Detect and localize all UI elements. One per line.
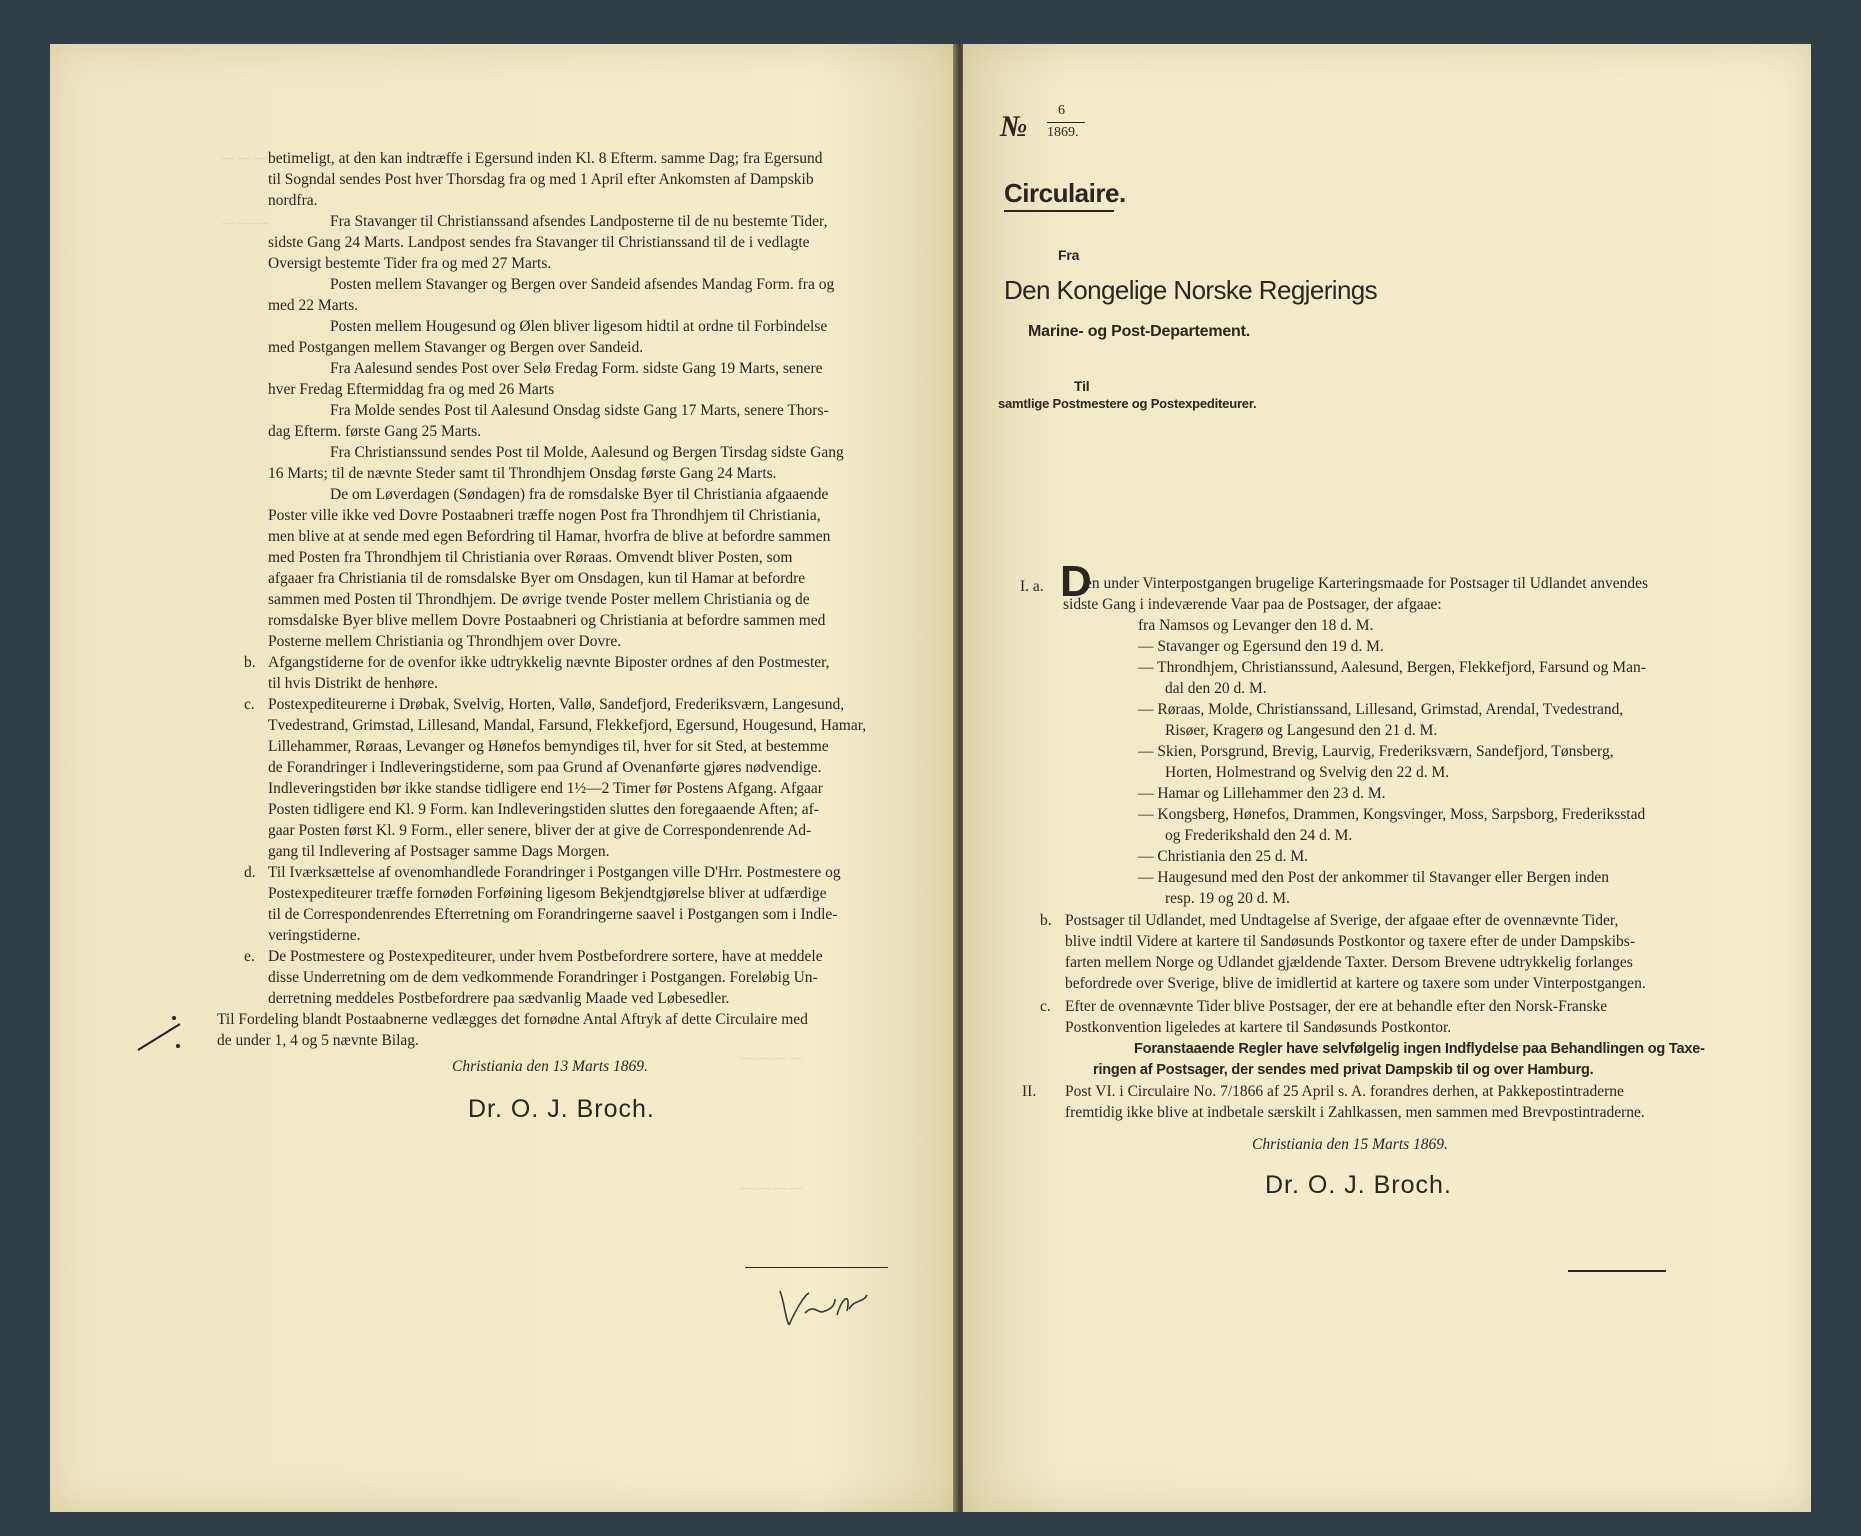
text-line: 16 Marts; til de nævnte Steder samt til Throndhjem Onsdag første Gang 24 Marts.	[268, 465, 777, 482]
text-line: Posten mellem Hougesund og Ølen bliver ligesom hidtil at ordne til Forbindelse	[330, 318, 828, 335]
recipients: samtlige Postmestere og Postexpediteurer.	[998, 396, 1257, 411]
text-line: med 22 Marts.	[268, 297, 358, 314]
bleed-through: — — —	[222, 150, 268, 165]
text-line: — Throndhjem, Christianssund, Aalesund, Bergen, Flekkefjord, Farsund og Man-	[1138, 659, 1646, 676]
text-line: Indleveringstiden bør ikke standse tidligere end 1½—2 Timer før Postens Afgang. Afgaar	[268, 780, 823, 797]
item-letter-c: c.	[1040, 998, 1051, 1015]
bleed-through: — — — —	[740, 1180, 802, 1195]
text-line: de Forandringer i Indleveringstiderne, som paa Grund af Ovenanførte gjøres nødvendige.	[268, 759, 822, 776]
circular-year: 1869.	[1047, 125, 1079, 140]
item-letter-d: d.	[244, 864, 256, 881]
text-line: Oversigt bestemte Tider fra og med 27 Marts.	[268, 255, 552, 272]
text-line: Til Iværksættelse af ovenomhandlede Forandringer i Postgangen ville D'Hrr. Postmestere og	[268, 864, 841, 881]
text-line: — Stavanger og Egersund den 19 d. M.	[1138, 638, 1384, 655]
text-line: Efter de ovennævnte Tider blive Postsager, der ere at behandle efter den Norsk-Franske	[1065, 998, 1608, 1015]
text-line: veringstiderne.	[268, 927, 361, 944]
item-letter-b: b.	[244, 654, 256, 671]
text-line: sammen med Posten til Throndhjem. De øvrige tvende Poster mellem Christiania og de	[268, 591, 810, 608]
text-line: betimeligt, at den kan indtræffe i Egersund inden Kl. 8 Efterm. samme Dag; fra Egersund	[268, 150, 823, 167]
circular-number: 6	[1058, 103, 1065, 118]
text-line: befordrede over Sverige, blive de imidlertid at kartere og taxere som under Vinterpostgangen.	[1065, 975, 1646, 992]
drop-cap: D	[1060, 557, 1092, 606]
item-letter-c: c.	[244, 696, 255, 713]
text-line: sidste Gang i indeværende Vaar paa de Postsager, der afgaae:	[1063, 596, 1442, 613]
text-line: Fra Christianssund sendes Post til Molde, Aalesund og Bergen Tirsdag sidste Gang	[330, 444, 844, 461]
department-line-1: Den Kongelige Norske Regjerings	[1004, 275, 1378, 305]
text-line: ringen af Postsager, der sendes med privat Dampskib til og over Hamburg.	[1093, 1062, 1594, 1078]
bleed-through: — — — —	[740, 1050, 802, 1065]
text-line: De Postmestere og Postexpediteurer, under hvem Postbefordrere sortere, have at meddele	[268, 948, 823, 965]
text-line: fra Namsos og Levanger den 18 d. M.	[1138, 617, 1374, 634]
text-line: til hvis Distrikt de henhøre.	[268, 675, 439, 692]
text-line: — Christiania den 25 d. M.	[1138, 848, 1309, 865]
text-line: en under Vinterpostgangen brugelige Karteringsmaade for Postsager til Udlandet anvendes	[1085, 575, 1649, 592]
number-sign: №	[1000, 110, 1028, 143]
handwritten-initials-icon	[775, 1285, 875, 1330]
text-line: resp. 19 og 20 d. M.	[1165, 890, 1290, 907]
text-line: Til Fordeling blandt Postaabnerne vedlægges det fornødne Antal Aftryk af dette Circulaire med	[217, 1011, 808, 1028]
text-line: Lillehammer, Røraas, Levanger og Hønefos bemyndiges til, hver for sit Sted, at bestemme	[268, 738, 829, 755]
signature: Dr. O. J. Broch.	[1265, 1171, 1452, 1199]
text-line: blive indtil Videre at kartere til Sandøsunds Postkontor og taxere efter de under Dampskibs-	[1065, 933, 1635, 950]
text-line: Tvedestrand, Grimstad, Lillesand, Mandal, Farsund, Flekkefjord, Egersund, Hougesund, Hamar,	[268, 717, 867, 734]
date-line: Christiania den 15 Marts 1869.	[1252, 1136, 1448, 1153]
from-label: Fra	[1058, 247, 1080, 263]
text-line: Postkonvention ligeledes at kartere til Sandøsunds Postkontor.	[1065, 1019, 1452, 1036]
divider-rule	[1568, 1270, 1666, 1272]
text-line: afgaaer fra Christiania til de romsdalske Byer om Onsdagen, kun til Hamar at befordre	[268, 570, 806, 587]
text-line: — Hamar og Lillehammer den 23 d. M.	[1138, 785, 1386, 802]
text-line: dag Efterm. første Gang 25 Marts.	[268, 423, 482, 440]
text-line: dal den 20 d. M.	[1165, 680, 1267, 697]
text-line: Risøer, Kragerø og Langesund den 21 d. M.	[1165, 722, 1438, 739]
text-line: til de Correspondenrendes Efterretning om Forandringerne saavel i Postgangen som i Indle-	[268, 906, 838, 923]
section-number-II: II.	[1022, 1083, 1037, 1100]
text-line: sidste Gang 24 Marts. Landpost sendes fra Stavanger til Christianssand til de i vedlagte	[268, 234, 810, 251]
text-line: gang til Indlevering af Postsager samme Dags Morgen.	[268, 843, 610, 860]
text-line: Fra Molde sendes Post til Aalesund Onsdag sidste Gang 17 Marts, senere Thors-	[330, 402, 829, 419]
text-line: men blive at at sende med egen Befordring til Hamar, hvorfra de blive at befordre sammen	[268, 528, 831, 545]
text-line: med Posten fra Throndhjem til Christiania over Røraas. Omvendt bliver Posten, som	[268, 549, 793, 566]
text-line: til Sogndal sendes Post hver Thorsdag fra og med 1 April efter Ankomsten af Dampskib	[268, 171, 814, 188]
text-line: De om Løverdagen (Søndagen) fra de romsdalske Byer til Christiania afgaaende	[330, 486, 829, 503]
text-line: Postexpediteurerne i Drøbak, Svelvig, Horten, Vallø, Sandefjord, Frederiksværn, Langesund,	[268, 696, 845, 713]
text-line: Posten tidligere end Kl. 9 Form. kan Indleveringstiden sluttes den foregaaende Aften; af-	[268, 801, 819, 818]
text-line: Foranstaaende Regler have selvfølgelig ingen Indflydelse paa Behandlingen og Taxe-	[1134, 1041, 1705, 1057]
section-number-I-a: I. a.	[1020, 578, 1044, 595]
text-line: Posterne mellem Christiania og Throndhjem over Dovre.	[268, 633, 622, 650]
divider-rule	[745, 1267, 888, 1268]
text-line: Poster ville ikke ved Dovre Postaabneri træffe nogen Post fra Throndhjem til Christiania,	[268, 507, 821, 524]
text-line: disse Underretning om de dem vedkommende Forandringer i Postgangen. Foreløbig Un-	[268, 969, 818, 986]
text-line: — Røraas, Molde, Christianssand, Lillesand, Grimstad, Arendal, Tvedestrand,	[1138, 701, 1624, 718]
text-line: — Haugesund med den Post der ankommer til Stavanger eller Bergen inden	[1138, 869, 1610, 886]
text-line: med Postgangen mellem Stavanger og Bergen over Sandeid.	[268, 339, 644, 356]
text-line: og Frederikshald den 24 d. M.	[1165, 827, 1353, 844]
text-line: romsdalske Byer blive mellem Dovre Postaabneri og Christiania at befordre sammen med	[268, 612, 826, 629]
text-line: de under 1, 4 og 5 nævnte Bilag.	[217, 1032, 419, 1049]
date-line: Christiania den 13 Marts 1869.	[452, 1058, 648, 1075]
fraction-bar	[1047, 122, 1085, 123]
text-line: Posten mellem Stavanger og Bergen over Sandeid afsendes Mandag Form. fra og	[330, 276, 835, 293]
text-line: Fra Stavanger til Christianssand afsendes Landposterne til de nu bestemte Tider,	[330, 213, 828, 230]
text-line: Postexpediteurer træffe fornøden Forføining ligesom Bekjendtgjørelse bliver at udfærdige	[268, 885, 827, 902]
text-line: fremtidig ikke blive at indbetale særskilt i Zahlkassen, men sammen med Brevpostintraderne.	[1065, 1104, 1645, 1121]
text-line: derretning meddeles Postbefordrere paa sædvanlig Maade ved Løbesedler.	[268, 990, 730, 1007]
text-line: farten mellem Norge og Udlandet gjældende Taxter. Dersom Brevene udtrykkelig forlanges	[1065, 954, 1633, 971]
title-underline	[1004, 210, 1114, 212]
text-line: — Kongsberg, Hønefos, Drammen, Kongsvinger, Moss, Sarpsborg, Frederiksstad	[1138, 806, 1646, 823]
text-line: Postsager til Udlandet, med Undtagelse af Sverige, der afgaae efter de ovennævnte Tider,	[1065, 912, 1619, 929]
text-line: Fra Aalesund sendes Post over Selø Fredag Form. sidste Gang 19 Marts, senere	[330, 360, 823, 377]
department-line-2: Marine- og Post-Departement.	[1028, 323, 1250, 340]
signature: Dr. O. J. Broch.	[468, 1095, 655, 1123]
text-line: Afgangstiderne for de ovenfor ikke udtrykkelig nævnte Biposter ordnes af den Postmester,	[268, 654, 830, 671]
item-letter-b: b.	[1040, 912, 1052, 929]
item-letter-e: e.	[244, 948, 255, 965]
text-line: gaar Posten først Kl. 9 Form., eller senere, bliver der at give de Correspondenrende Ad-	[268, 822, 812, 839]
document-title: Circulaire.	[1004, 178, 1126, 208]
text-line: Post VI. i Circulaire No. 7/1866 af 25 April s. A. forandres derhen, at Pakkepostintraderne	[1065, 1083, 1624, 1100]
text-line: — Skien, Porsgrund, Brevig, Laurvig, Frederiksværn, Sandefjord, Tønsberg,	[1138, 743, 1614, 760]
margin-mark-icon	[130, 1010, 190, 1055]
text-line: Horten, Holmestrand og Svelvig den 22 d. M.	[1165, 764, 1450, 781]
to-label: Til	[1074, 378, 1090, 394]
text-line: hver Fredag Eftermiddag fra og med 26 Marts	[268, 381, 555, 398]
text-line: nordfra.	[268, 192, 318, 209]
bleed-through: — — —	[222, 215, 268, 230]
